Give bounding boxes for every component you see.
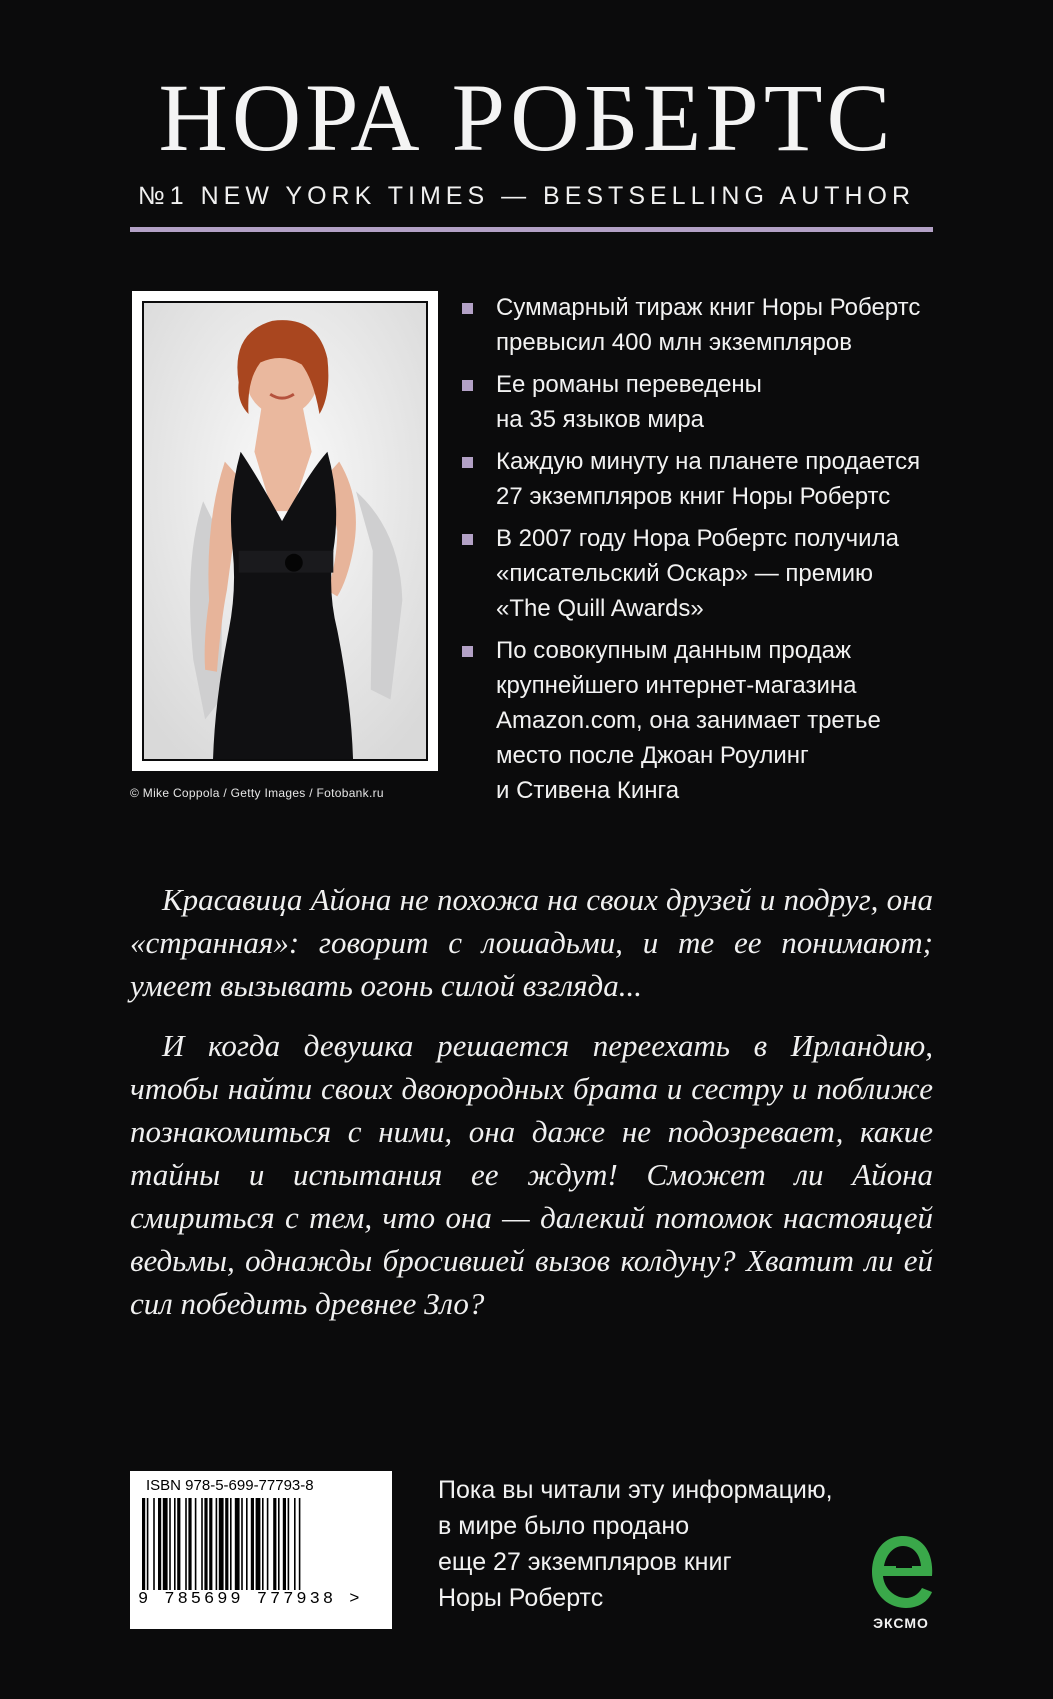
facts-list	[466, 290, 956, 815]
fact-item: Суммарный тираж книг Норы Робертс превысил 400 млн экземпляров	[466, 290, 956, 360]
author-portrait-image	[144, 303, 426, 759]
synopsis-paragraph: Красавица Айона не похожа на своих друзей и подруг, она «странная»: говорит с лошадьми, и те ее понимают; умеет вызывать огонь силой взгляда...	[130, 882, 933, 1003]
promo-line: в мире было продано	[438, 1512, 690, 1540]
isbn-label: ISBN 978-5-699-77793-8	[146, 1477, 314, 1494]
fact-item: По совокупным данным продаж крупнейшего интернет-магазина Amazon.com, она занимает третье место после Джоан Роулинг и Стивена Кинга	[466, 633, 956, 808]
promo-line: еще 27 экземпляров книг	[438, 1548, 732, 1576]
square-bullet-icon	[462, 646, 473, 657]
promo-line: Норы Робертс	[438, 1584, 604, 1612]
author-photo	[142, 301, 428, 761]
tagline: №1 NEW YORK TIMES — BESTSELLING AUTHOR	[137, 182, 916, 210]
fact-item: Ее романы переведены на 35 языков мира	[466, 367, 956, 437]
synopsis	[130, 878, 933, 1342]
square-bullet-icon	[462, 303, 473, 314]
barcode-digits: 9 785699 777938 >	[138, 1590, 363, 1609]
synopsis-paragraph: И когда девушка решается переехать в Ирландию, чтобы найти своих двоюродных брата и сестру и поближе познакомиться с ними, она даже не подозревает, какие тайны и испытания ее ждут! Сможет ли Айона смириться с тем, что она — далекий потомок настоящей ведьмы, однажды бросившей вызов колдуну? Хватит ли ей сил победить древнее Зло?	[130, 1028, 933, 1321]
promo-line: Пока вы читали эту информацию,	[438, 1476, 833, 1504]
square-bullet-icon	[462, 457, 473, 468]
fact-item: Каждую минуту на планете продается 27 экземпляров книг Норы Робертс	[466, 444, 956, 514]
barcode-bars	[138, 1498, 384, 1590]
fact-item: В 2007 году Нора Робертс получила «писательский Оскар» — премию «The Quill Awards»	[466, 521, 956, 626]
square-bullet-icon	[462, 534, 473, 545]
square-bullet-icon	[462, 380, 473, 391]
photo-credit: © Mike Coppola / Getty Images / Fotobank.ru	[130, 786, 384, 800]
author-photo-frame	[132, 291, 438, 771]
barcode-box	[130, 1471, 392, 1629]
publisher-name: ЭКСМО	[873, 1615, 929, 1631]
promo-text	[438, 1472, 858, 1616]
divider	[130, 227, 933, 232]
author-name: НОРА РОБЕРТС	[158, 64, 895, 171]
